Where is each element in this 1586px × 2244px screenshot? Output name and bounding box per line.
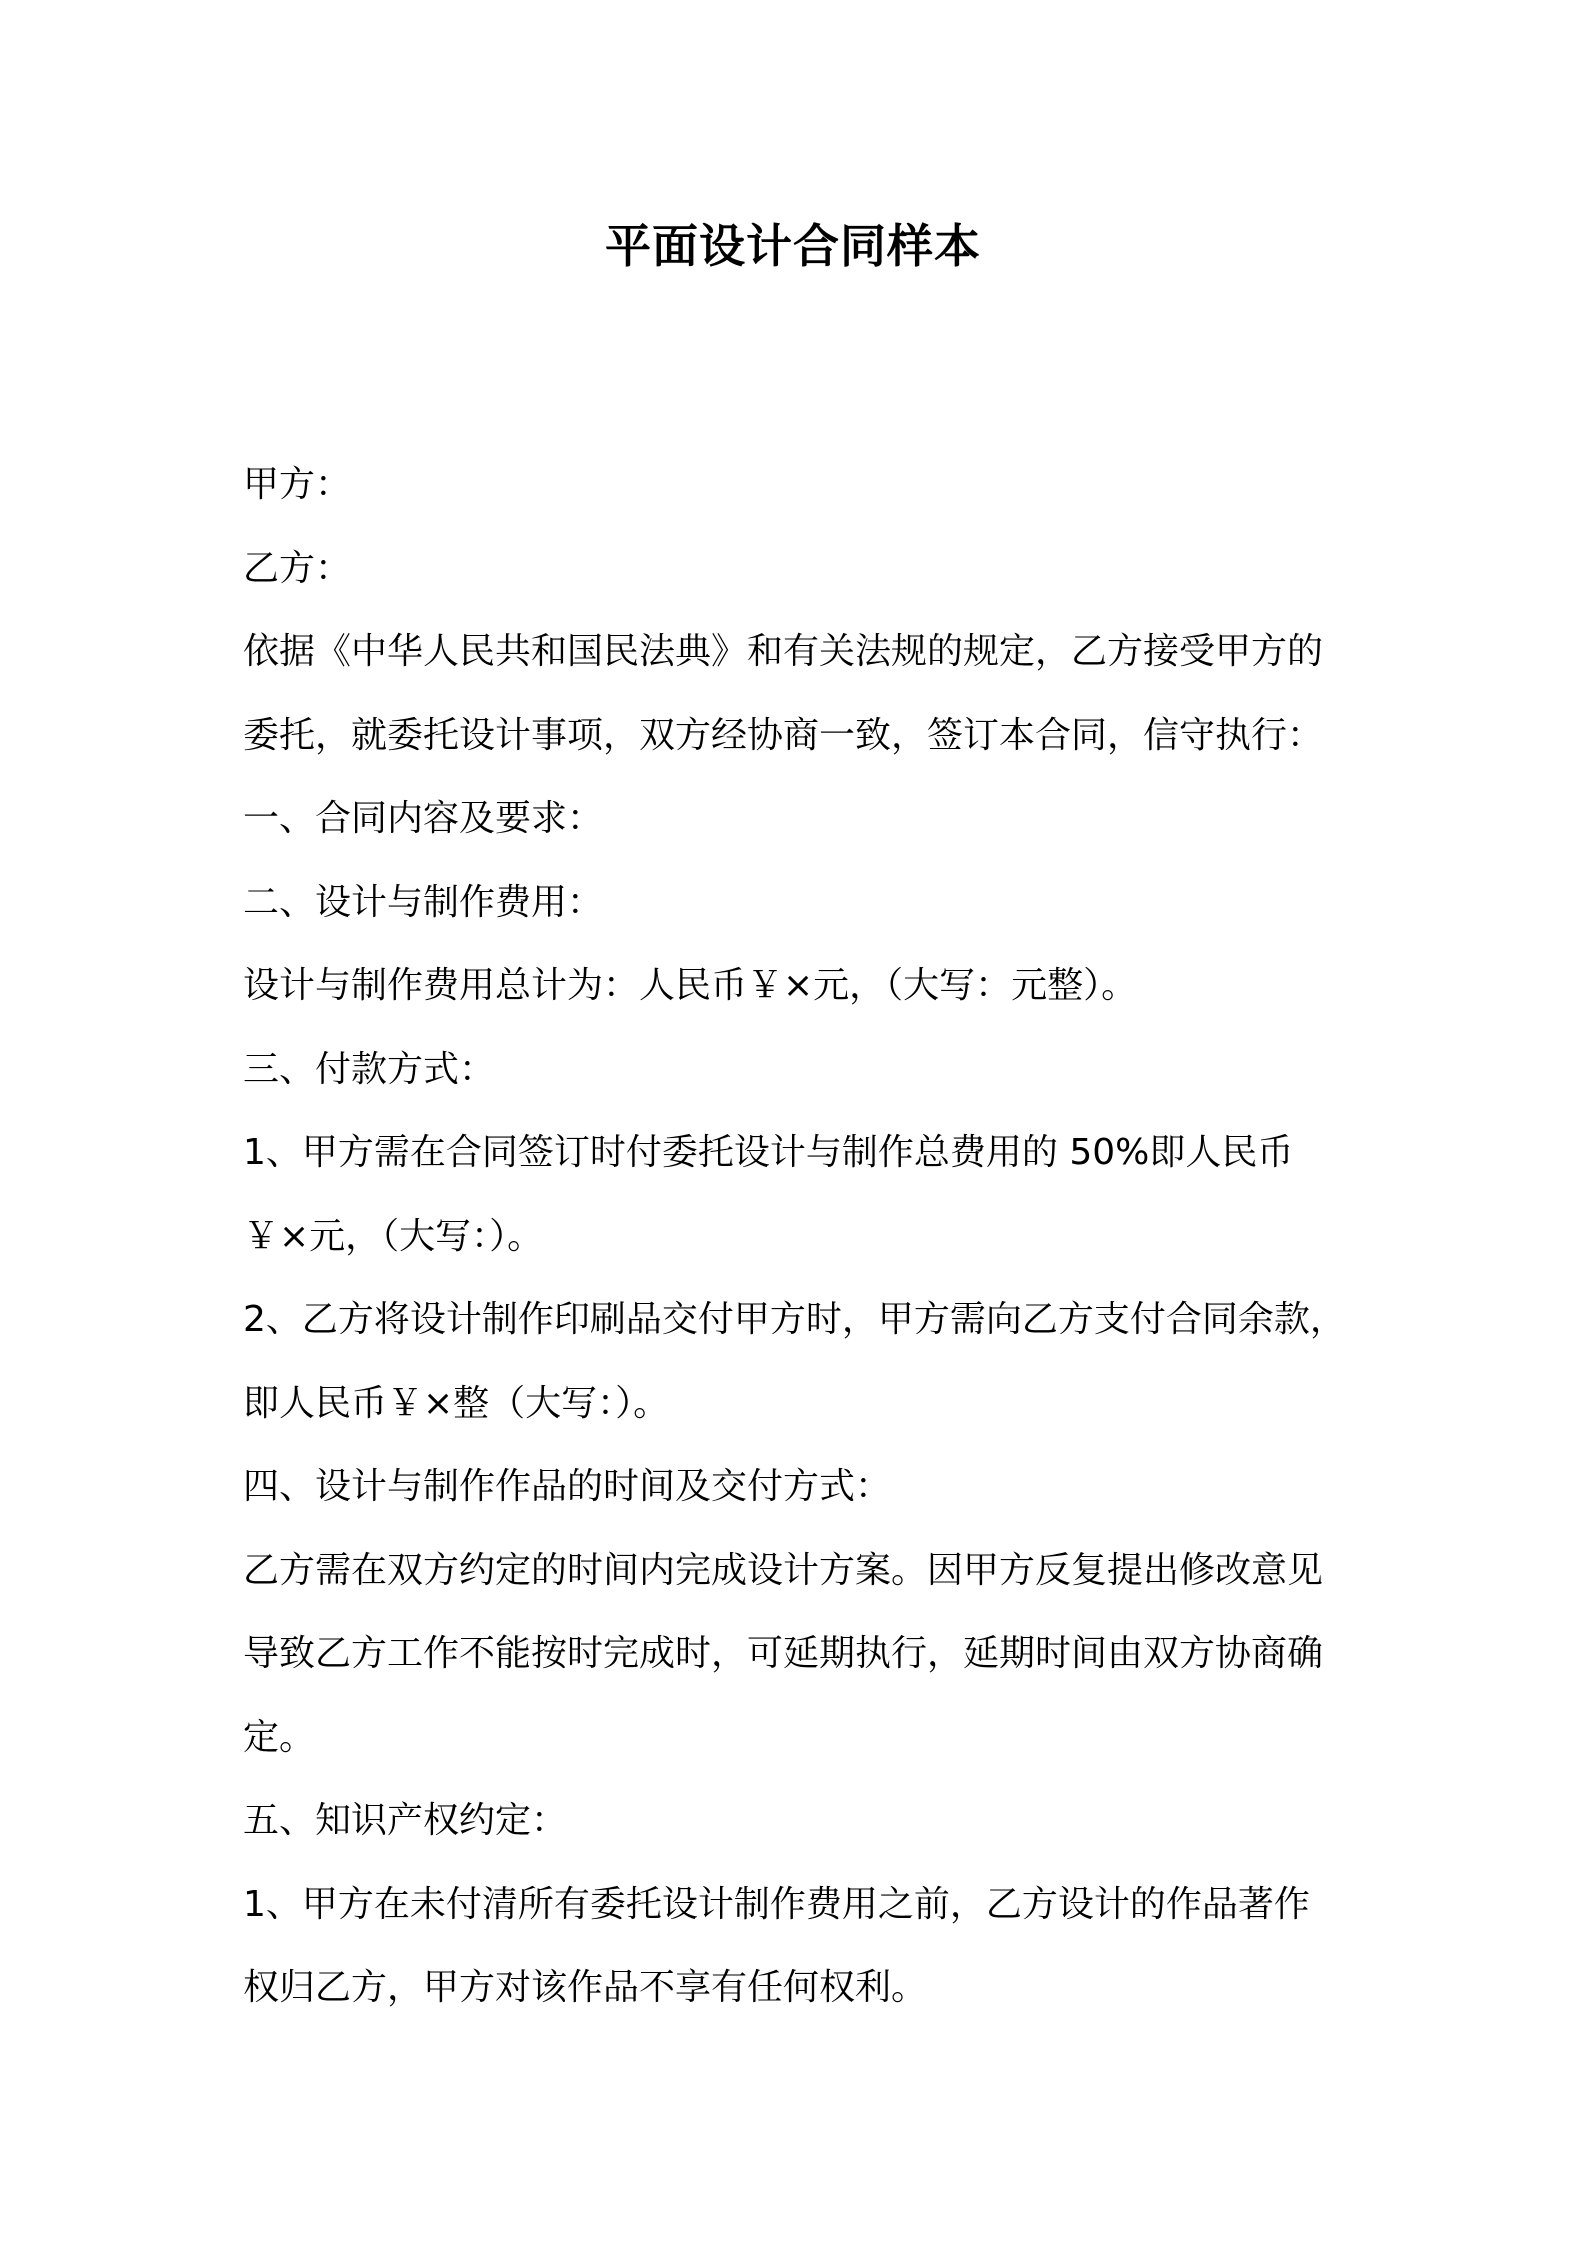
document-body	[243, 443, 1363, 2030]
document-title: 平面设计合同样本	[605, 219, 981, 273]
preamble-line-1: 依据《中华人民共和国民法典》和有关法规的规定，乙方接受甲方的	[243, 631, 1324, 672]
delivery-clause-line-1: 乙方需在双方约定的时间内完成设计方案。因甲方反复提出修改意见	[243, 1549, 1324, 1591]
preamble-line-2: 委托，就委托设计事项，双方经协商一致，签订本合同，信守执行：	[243, 714, 1324, 756]
delivery-clause-line-3: 定。	[243, 1716, 316, 1758]
payment-clause-2-line-1: 2、乙方将设计制作印刷品交付甲方时，甲方需向乙方支付合同余款，	[243, 1299, 1346, 1340]
section-4-heading: 四、设计与制作作品的时间及交付方式：	[243, 1466, 892, 1507]
section-2-heading: 二、设计与制作费用：	[243, 881, 604, 923]
ip-clause-1-line-1: 1、甲方在未付清所有委托设计制作费用之前，乙方设计的作品著作	[243, 1883, 1310, 1925]
section-3-heading: 三、付款方式：	[243, 1048, 496, 1090]
payment-clause-1-line-2: ￥×元，（大写：）。	[243, 1215, 544, 1257]
party-b-line: 乙方：	[243, 547, 352, 589]
delivery-clause-line-2: 导致乙方工作不能按时完成时，可延期执行，延期时间由双方协商确	[243, 1633, 1324, 1674]
fee-total-line: 设计与制作费用总计为：人民币￥×元，（大写：元整）。	[243, 965, 1138, 1006]
payment-clause-2-line-2: 即人民币￥×整（大写：）。	[243, 1382, 670, 1424]
party-a-line: 甲方：	[243, 464, 352, 505]
section-5-heading: 五、知识产权约定：	[243, 1800, 568, 1841]
payment-clause-1-line-1: 1、甲方需在合同签订时付委托设计与制作总费用的 50%即人民币	[243, 1132, 1294, 1173]
ip-clause-1-line-2: 权归乙方，甲方对该作品不享有任何权利。	[243, 1967, 928, 2008]
section-1-heading: 一、合同内容及要求：	[243, 798, 604, 839]
